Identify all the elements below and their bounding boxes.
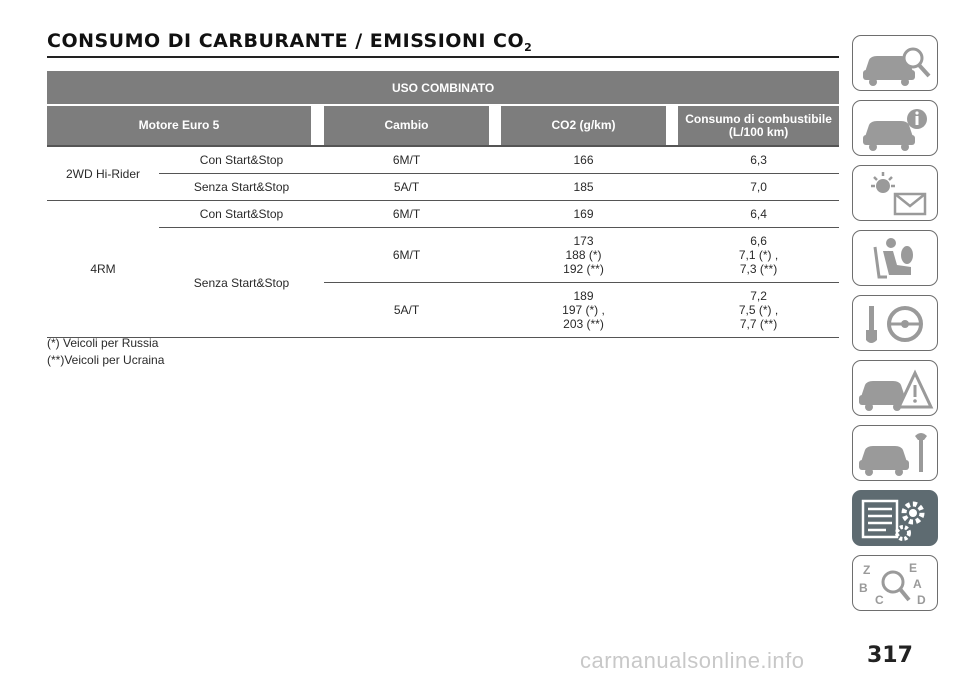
section-header: USO COMBINATO	[47, 71, 839, 105]
svg-text:B: B	[859, 581, 868, 595]
table-row	[47, 201, 839, 228]
svg-text:D: D	[917, 593, 926, 607]
co2-cell: 189 197 (*) , 203 (**)	[501, 283, 666, 338]
technical-data-gear-icon	[853, 491, 939, 547]
nav-tab-index[interactable]	[852, 555, 938, 611]
gearbox-cell: 6M/T	[324, 201, 489, 228]
consumption-cell: 6,6 7,1 (*) , 7,3 (**)	[678, 228, 839, 283]
nav-tab-knowing-car[interactable]	[852, 35, 938, 91]
gearbox-cell: 5A/T	[324, 283, 489, 338]
section-header-row	[47, 71, 839, 105]
nav-tab-info[interactable]	[852, 100, 938, 156]
consumption-cell: 6,4	[678, 201, 839, 228]
svg-text:A: A	[913, 577, 922, 591]
co2-cell: 166	[501, 146, 666, 174]
emissions-table	[47, 71, 839, 338]
seat-airbag-icon	[853, 231, 939, 287]
col-header-gearbox: Cambio	[324, 105, 489, 146]
table-row	[47, 146, 839, 174]
co2-cell: 185	[573, 180, 594, 194]
svg-text:Z: Z	[863, 563, 871, 577]
col-header-engine: Motore Euro 5	[47, 105, 311, 146]
car-maintenance-icon	[853, 426, 939, 482]
car-info-icon	[853, 101, 939, 157]
warning-light-message-icon	[853, 166, 939, 222]
page-number: 317	[867, 643, 913, 668]
table-row	[47, 228, 839, 283]
page-title: CONSUMO DI CARBURANTE / EMISSIONI $CO_2$	[47, 30, 533, 54]
column-header-row	[47, 105, 839, 146]
nav-tab-maintenance[interactable]	[852, 425, 938, 481]
nav-tab-safety[interactable]	[852, 230, 938, 286]
svg-text:E: E	[909, 561, 918, 575]
variant-cell: Con Start&Stop	[159, 146, 324, 174]
table-row	[47, 174, 839, 201]
variant-cell: Con Start&Stop	[159, 201, 324, 228]
engine-cell: 4RM	[47, 201, 159, 338]
watermark: carmanualsonline.info	[580, 648, 805, 673]
consumption-cell: 6,3	[678, 146, 839, 174]
footnote-russia: (*) Veicoli per Russia	[47, 336, 159, 350]
alphabetical-index-icon	[853, 556, 939, 612]
title-rule	[47, 56, 839, 58]
consumption-cell: 7,0	[750, 180, 767, 194]
gearbox-cell: 6M/T	[324, 228, 489, 283]
col-header-consumption: Consumo di combustibile (L/100 km)	[678, 105, 839, 146]
key-steering-wheel-icon	[853, 296, 939, 352]
car-breakdown-warning-icon	[853, 361, 939, 417]
gearbox-cell: 6M/T	[324, 146, 489, 174]
col-header-co2: CO2 (g/km)	[501, 105, 666, 146]
footnotes	[47, 335, 164, 369]
nav-tab-technical-data[interactable]	[852, 490, 938, 546]
chapter-nav	[852, 35, 940, 620]
gearbox-cell: 5A/T	[393, 180, 420, 194]
footnote-ukraine: (**)Veicoli per Ucraina	[47, 353, 165, 367]
nav-tab-warnings[interactable]	[852, 165, 938, 221]
variant-cell: Senza Start&Stop	[159, 228, 324, 338]
variant-cell: Senza Start&Stop	[193, 180, 290, 194]
consumption-cell: 7,2 7,5 (*) , 7,7 (**)	[678, 283, 839, 338]
co2-cell: 169	[501, 201, 666, 228]
car-search-icon	[853, 36, 939, 92]
nav-tab-emergency[interactable]	[852, 360, 938, 416]
nav-tab-starting[interactable]	[852, 295, 938, 351]
svg-text:C: C	[875, 593, 884, 607]
engine-cell: 2WD Hi-Rider	[47, 146, 159, 201]
co2-cell: 173 188 (*) 192 (**)	[501, 228, 666, 283]
